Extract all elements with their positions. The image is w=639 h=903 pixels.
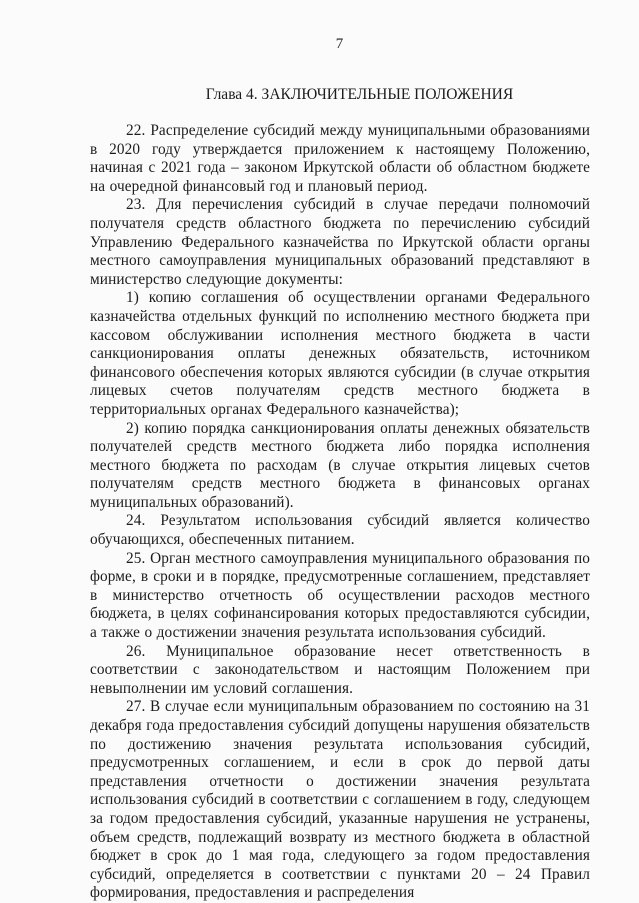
paragraph-27: 27. В случае если муниципальным образованием по состоянию на 31 декабря года предоставления субсидий допущены нарушения обязательств по достижению значения результата использования субсидий, предусмотренных соглашением, и если в срок до первой даты представления отчетности о достижении значения результата использования субсидий в соответствии с соглашением в году, следующем за годом предоставления субсидий, указанные нарушения не устранены, объем средств, подлежащий возврату из местного бюджета в областной бюджет в срок до 1 мая года, следующего за годом предоставления субсидий, определяется в соответствии с пунктами 20 – 24 Правил формирования, предоставления и распределения (90, 698, 590, 902)
paragraph-23-item-2: 2) копию порядка санкционирования оплаты денежных обязательств получателей средств местного бюджета либо порядка исполнения местного бюджета по расходам (в случае открытия лицевых счетов получателям средств местного бюджета в финансовых органах муниципальных образований). (90, 419, 590, 511)
paragraph-25: 25. Орган местного самоуправления муниципального образования по форме, в сроки и в порядке, предусмотренные соглашением, представляет в министерство отчетность об осуществлении расходов местного бюджета, в целях софинансирования которых предоставляются субсидии, а также о достижении значения результата использования субсидий. (90, 549, 590, 642)
paragraph-23-item-1: 1) копию соглашения об осуществлении органами Федерального казначейства отдельных функций по исполнению местного бюджета при кассовом обслуживании исполнения местного бюджета в части санкционирования оплаты денежных обязательств, источником финансового обеспечения которых являются субсидии (в случае открытия лицевых счетов получателям средств местного бюджета в территориальных органах Федерального казначейства); (90, 289, 590, 418)
chapter-title: Глава 4. ЗАКЛЮЧИТЕЛЬНЫЕ ПОЛОЖЕНИЯ (205, 86, 514, 103)
page-number: 7 (335, 36, 344, 52)
paragraph-22: 22. Распределение субсидий между муниципальными образованиями в 2020 году утверждается приложением к настоящему Положению, начиная с 2021 года – законом Иркутской области об областном бюджете на очередной финансовый год и плановый период. (90, 122, 590, 195)
paragraph-23: 23. Для перечисления субсидий в случае передачи полномочий получателя средств областного бюджета по перечислению субсидий Управлению Федерального казначейства по Иркутской области органы местного самоуправления муниципальных образований представляют в министерство следующие документы: (90, 196, 590, 288)
paragraph-26: 26. Муниципальное образование несет ответственность в соответствии с законодательством и настоящим Положением при невыполнении им условий соглашения. (90, 642, 590, 697)
paragraph-24: 24. Результатом использования субсидий является количество обучающихся, обеспеченных питанием. (90, 512, 590, 549)
body-text (90, 122, 590, 903)
